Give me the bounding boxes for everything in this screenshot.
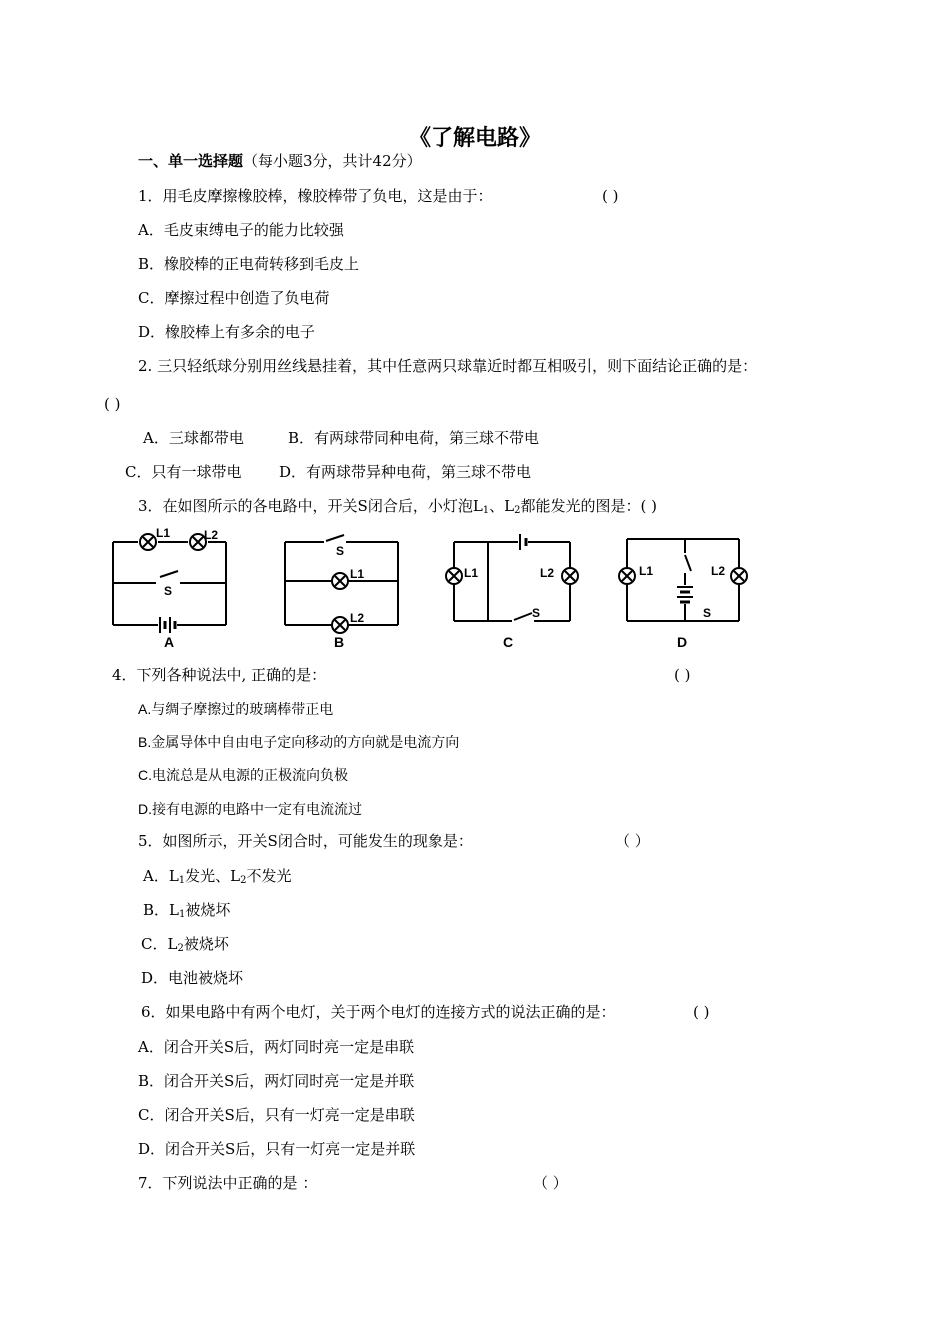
circuit-d-l1-label: L1 <box>639 564 654 578</box>
q6-option-d: D．闭合开关S后，只有一灯亮一定是并联 <box>138 1140 416 1158</box>
page-title: 《了解电路》 <box>408 125 541 151</box>
q6-answer-blank: ( ) <box>693 1003 710 1021</box>
circuit-b-s-label: S <box>336 544 345 558</box>
q3-sub-1: 1 <box>482 505 490 516</box>
q3-stem <box>138 496 657 521</box>
circuit-diagram-a <box>106 525 236 650</box>
q1-stem: 1．用毛皮摩擦橡胶棒，橡胶棒带了负电，这是由于： <box>138 187 493 205</box>
q1-option-a: A．毛皮束缚电子的能力比较强 <box>138 221 344 239</box>
q2-option-a: A．三球都带电 <box>143 429 244 447</box>
q5-option-a <box>143 866 292 891</box>
q3-sub-2: 2 <box>514 505 521 516</box>
section-heading-text: 一、单一选择题 <box>138 152 244 170</box>
circuit-b-l2-label: L2 <box>350 611 365 625</box>
section-note: （每小题3分，共计42分） <box>243 152 422 170</box>
q4-option-a: A.与绸子摩擦过的玻璃棒带正电 <box>138 701 334 717</box>
q6-stem: 6．如果电路中有两个电灯，关于两个电灯的连接方式的说法正确的是： <box>141 1003 616 1021</box>
q5-answer-blank: （ ） <box>615 832 650 850</box>
q4-stem: 4．下列各种说法中, 正确的是： <box>112 666 327 684</box>
q5-option-a-sub-1: 1 <box>178 875 186 886</box>
circuit-diagram-d <box>615 525 755 650</box>
q7-answer-blank: （ ） <box>533 1174 568 1192</box>
circuit-d-s-label: S <box>703 606 712 620</box>
q5-option-b-part-2: 被烧坏 <box>185 901 231 919</box>
q5-option-a-part-1: A．L <box>143 867 179 885</box>
circuit-a-l2-label: L2 <box>204 528 219 542</box>
circuit-diagram-b <box>278 525 408 650</box>
q5-option-d: D．电池被烧坏 <box>141 969 244 987</box>
q2-option-b: B．有两球带同种电荷，第三球不带电 <box>288 429 540 447</box>
q5-option-b-part-1: B．L <box>143 901 179 919</box>
q1-option-d: D．橡胶棒上有多余的电子 <box>138 323 316 341</box>
q2-answer-blank: ( ) <box>104 395 121 413</box>
q5-option-c-sub-1: 2 <box>177 943 184 954</box>
q4-option-b: B.金属导体中自由电子定向移动的方向就是电流方向 <box>138 734 460 750</box>
q4-option-c: C.电流总是从电源的正极流向负极 <box>138 767 348 783</box>
q5-option-a-part-2: 发光、L <box>185 867 241 885</box>
q7-stem: 7．下列说法中正确的是 ： <box>138 1174 318 1192</box>
circuit-c-s-label: S <box>532 606 541 620</box>
circuit-a-l1-label: L1 <box>156 526 171 540</box>
q5-option-c-part-1: C．L <box>141 935 178 953</box>
q5-option-b-sub-1: 1 <box>178 909 186 920</box>
q3-stem-part-c: 都能发光的图是：( ) <box>520 497 657 515</box>
q4-option-d: D.接有电源的电路中一定有电流流过 <box>138 801 362 817</box>
q4-answer-blank: ( ) <box>674 666 691 684</box>
q3-stem-part-b: 、L <box>489 497 515 515</box>
q6-option-b: B．闭合开关S后，两灯同时亮一定是并联 <box>138 1072 415 1090</box>
circuit-b-l1-label: L1 <box>350 567 365 581</box>
q5-option-a-part-3: 不发光 <box>246 867 292 885</box>
q3-stem-part-a: 3．在如图所示的各电路中，开关S闭合后，小灯泡L <box>138 497 483 515</box>
q1-answer-blank: ( ) <box>602 187 619 205</box>
section-heading <box>138 151 422 171</box>
q2-option-c: C．只有一球带电 <box>125 463 242 481</box>
circuit-b-caption: B <box>334 634 345 650</box>
q6-option-c: C．闭合开关S后，只有一灯亮一定是串联 <box>138 1106 415 1124</box>
q5-option-c-part-2: 被烧坏 <box>183 935 229 953</box>
q5-option-c <box>141 934 229 959</box>
circuit-d-l2-label: L2 <box>711 564 726 578</box>
circuit-c-l2-label: L2 <box>540 566 555 580</box>
q6-option-a: A．闭合开关S后，两灯同时亮一定是串联 <box>138 1038 415 1056</box>
circuit-a-s-label: S <box>164 584 173 598</box>
circuit-d-caption: D <box>677 634 688 650</box>
q1-option-c: C．摩擦过程中创造了负电荷 <box>138 289 330 307</box>
q5-option-a-sub-2: 2 <box>240 875 247 886</box>
circuit-a-caption: A <box>164 634 175 650</box>
q5-stem: 5．如图所示，开关S闭合时，可能发生的现象是： <box>138 832 473 850</box>
q2-option-d: D．有两球带异种电荷，第三球不带电 <box>279 463 532 481</box>
circuit-c-caption: C <box>503 634 514 650</box>
q5-option-b <box>143 900 230 925</box>
q1-option-b: B．橡胶棒的正电荷转移到毛皮上 <box>138 255 360 273</box>
q2-stem: 2. 三只轻纸球分别用丝线悬挂着，其中任意两只球靠近时都互相吸引，则下面结论正确的是： <box>138 357 758 375</box>
circuit-diagram-c <box>440 525 580 650</box>
circuit-c-l1-label: L1 <box>464 566 479 580</box>
